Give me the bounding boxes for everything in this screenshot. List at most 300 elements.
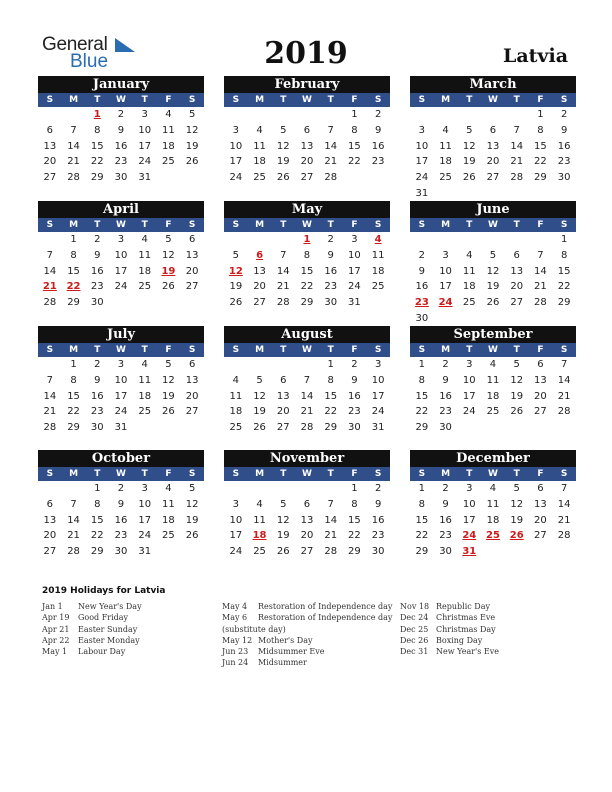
day-cell: 2 xyxy=(374,109,382,120)
day-cell: 6 xyxy=(537,359,544,370)
month-title: February xyxy=(224,76,390,93)
day-cell: 22 xyxy=(534,156,547,168)
day-cell: 20 xyxy=(43,530,57,542)
day-cell: 1 xyxy=(418,359,426,370)
day-cell: 1 xyxy=(351,483,358,494)
day-cell: 28 xyxy=(557,530,571,542)
day-cell: 5 xyxy=(489,249,497,261)
day-cell: 15 xyxy=(324,390,338,402)
weekday-label: W xyxy=(302,469,312,479)
day-cell: 12 xyxy=(276,140,290,152)
day-cell: 14 xyxy=(276,265,290,277)
day-cell: 26 xyxy=(185,156,199,168)
holiday-date: Jun 24 xyxy=(222,658,249,668)
day-cell: 10 xyxy=(439,265,452,277)
day-cell: 3 xyxy=(141,483,148,494)
day-cell: 9 xyxy=(442,498,449,510)
day-cell: 18 xyxy=(253,156,266,168)
day-cell: 10 xyxy=(462,374,476,386)
day-cell: 3 xyxy=(117,234,125,245)
day-cell: 25 xyxy=(162,530,175,542)
weekday-label: T xyxy=(141,95,148,105)
day-grid xyxy=(410,481,576,560)
weekday-label: S xyxy=(560,469,568,479)
holiday-day-cell: 25 xyxy=(486,530,500,542)
weekday-label: T xyxy=(327,469,334,479)
day-cell: 31 xyxy=(371,422,385,434)
holiday-day-cell: 22 xyxy=(66,281,81,293)
day-cell: 17 xyxy=(229,156,243,168)
day-cell: 1 xyxy=(94,483,101,494)
day-cell: 24 xyxy=(415,172,429,184)
day-cell: 9 xyxy=(117,498,125,510)
weekday-label: W xyxy=(302,220,312,230)
month-title: August xyxy=(224,326,390,343)
weekday-label: M xyxy=(69,95,79,105)
day-cell: 29 xyxy=(90,172,104,184)
day-cell: 31 xyxy=(138,546,152,558)
day-cell: 27 xyxy=(486,172,500,184)
day-cell: 10 xyxy=(138,498,152,510)
day-cell: 23 xyxy=(90,281,104,293)
day-cell: 11 xyxy=(138,249,152,261)
holiday-day-cell: 24 xyxy=(438,297,453,309)
day-cell: 24 xyxy=(348,281,361,293)
day-cell: 30 xyxy=(114,546,128,558)
day-cell: 12 xyxy=(162,374,175,386)
holiday-name: Mother's Day xyxy=(258,635,313,645)
calendar-year: 2019 xyxy=(264,36,348,71)
day-cell: 25 xyxy=(138,281,152,293)
weekday-label: S xyxy=(232,469,240,479)
empty-cell xyxy=(38,232,62,248)
weekday-header xyxy=(38,218,204,232)
day-cell: 25 xyxy=(138,406,152,418)
weekday-label: S xyxy=(232,95,240,105)
weekday-label: S xyxy=(46,220,54,230)
weekday-label: M xyxy=(69,469,79,479)
day-cell: 4 xyxy=(232,374,240,386)
holiday-date: Apr 22 xyxy=(42,635,70,645)
empty-cell xyxy=(38,481,62,497)
day-cell: 28 xyxy=(557,406,571,418)
weekday-label: M xyxy=(441,95,451,105)
empty-cell xyxy=(248,232,272,248)
weekday-label: T xyxy=(141,469,148,479)
month-may xyxy=(224,201,390,311)
day-cell: 13 xyxy=(43,140,57,152)
empty-cell xyxy=(271,107,295,123)
day-cell: 3 xyxy=(466,359,473,370)
logo-text-blue: Blue xyxy=(70,51,109,72)
weekday-label: S xyxy=(560,95,568,105)
day-cell: 31 xyxy=(138,172,152,184)
weekday-label: T xyxy=(327,220,334,230)
holiday-date: May 12 xyxy=(222,635,253,645)
day-cell: 22 xyxy=(300,281,314,293)
day-cell: 21 xyxy=(534,281,547,293)
day-cell: 16 xyxy=(439,514,452,526)
weekday-label: T xyxy=(280,469,287,479)
day-cell: 20 xyxy=(300,530,314,542)
day-cell: 1 xyxy=(560,234,568,245)
weekday-label: F xyxy=(351,469,358,479)
holiday-day-cell: 6 xyxy=(256,249,264,261)
empty-cell xyxy=(271,357,295,373)
day-cell: 4 xyxy=(256,124,263,136)
month-september xyxy=(410,326,576,436)
day-cell: 11 xyxy=(162,498,175,510)
day-cell: 28 xyxy=(43,297,57,309)
day-cell: 3 xyxy=(141,109,148,120)
day-cell: 11 xyxy=(371,249,385,261)
day-cell: 21 xyxy=(557,390,571,402)
weekday-label: F xyxy=(537,469,544,479)
day-cell: 13 xyxy=(510,265,524,277)
day-cell: 29 xyxy=(300,297,314,309)
day-cell: 27 xyxy=(300,172,314,184)
day-cell: 20 xyxy=(510,281,524,293)
day-cell: 30 xyxy=(114,172,128,184)
day-cell: 2 xyxy=(94,234,101,245)
day-cell: 29 xyxy=(415,546,429,558)
empty-cell xyxy=(434,232,458,248)
weekday-label: F xyxy=(165,95,172,105)
day-cell: 19 xyxy=(253,406,266,418)
day-cell: 27 xyxy=(300,546,314,558)
weekday-label: M xyxy=(255,469,265,479)
day-cell: 26 xyxy=(185,530,199,542)
day-cell: 21 xyxy=(43,406,57,418)
day-cell: 14 xyxy=(510,140,524,152)
day-cell: 25 xyxy=(162,156,175,168)
weekday-label: S xyxy=(46,95,54,105)
weekday-label: T xyxy=(141,345,148,355)
day-cell: 4 xyxy=(165,109,172,120)
day-cell: 23 xyxy=(371,530,385,542)
day-cell: 17 xyxy=(462,390,476,402)
day-cell: 22 xyxy=(415,406,429,418)
day-cell: 9 xyxy=(94,249,101,261)
empty-cell xyxy=(271,232,295,248)
holiday-name: Midsummer Eve xyxy=(258,647,325,657)
day-cell: 20 xyxy=(185,390,199,402)
day-cell: 10 xyxy=(371,374,385,386)
holiday-date: Apr 19 xyxy=(42,613,70,623)
day-cell: 30 xyxy=(90,422,104,434)
weekday-header xyxy=(38,467,204,481)
day-cell: 8 xyxy=(418,498,426,510)
weekday-header xyxy=(410,218,576,232)
holiday-date: May 1 xyxy=(42,647,68,657)
day-cell: 20 xyxy=(300,156,314,168)
day-cell: 1 xyxy=(537,109,544,120)
day-cell: 26 xyxy=(486,297,500,309)
empty-cell xyxy=(319,107,343,123)
day-cell: 14 xyxy=(43,265,57,277)
day-cell: 3 xyxy=(466,483,473,494)
day-cell: 13 xyxy=(534,374,547,386)
day-cell: 13 xyxy=(185,374,199,386)
day-cell: 9 xyxy=(560,124,568,136)
day-cell: 30 xyxy=(90,297,104,309)
day-cell: 31 xyxy=(415,187,429,199)
day-cell: 28 xyxy=(67,172,80,184)
weekday-label: T xyxy=(513,469,520,479)
day-cell: 6 xyxy=(537,483,544,494)
day-cell: 23 xyxy=(90,406,104,418)
day-cell: 15 xyxy=(90,514,104,526)
day-cell: 20 xyxy=(534,514,547,526)
day-cell: 6 xyxy=(489,124,497,136)
weekday-label: S xyxy=(188,345,196,355)
day-cell: 8 xyxy=(560,249,568,261)
day-cell: 4 xyxy=(489,359,497,370)
weekday-label: S xyxy=(46,469,54,479)
day-cell: 3 xyxy=(374,359,382,370)
weekday-header xyxy=(410,93,576,107)
day-cell: 8 xyxy=(351,124,358,136)
day-cell: 19 xyxy=(276,156,290,168)
weekday-label: T xyxy=(327,345,334,355)
month-july xyxy=(38,326,204,436)
day-cell: 10 xyxy=(229,140,243,152)
day-cell: 25 xyxy=(253,172,266,184)
weekday-label: F xyxy=(165,220,172,230)
holiday-name: Republic Day xyxy=(436,602,490,611)
day-cell: 7 xyxy=(513,124,520,136)
day-cell: 16 xyxy=(324,265,338,277)
day-cell: 29 xyxy=(67,297,80,309)
weekday-label: S xyxy=(46,345,54,355)
day-cell: 16 xyxy=(90,265,104,277)
day-cell: 21 xyxy=(324,530,338,542)
day-cell: 14 xyxy=(324,140,338,152)
day-cell: 21 xyxy=(276,281,290,293)
weekday-label: W xyxy=(302,345,312,355)
day-cell: 5 xyxy=(280,498,287,510)
day-cell: 15 xyxy=(67,265,80,277)
day-cell: 29 xyxy=(348,546,361,558)
day-cell: 13 xyxy=(276,390,290,402)
day-cell: 15 xyxy=(415,514,429,526)
day-cell: 19 xyxy=(486,281,500,293)
day-cell: 18 xyxy=(162,140,175,152)
day-cell: 8 xyxy=(351,498,358,510)
day-cell: 3 xyxy=(418,124,426,136)
day-cell: 19 xyxy=(162,390,175,402)
day-grid xyxy=(410,357,576,436)
day-cell: 12 xyxy=(276,514,290,526)
weekday-label: T xyxy=(94,345,101,355)
holiday-day-cell: 18 xyxy=(252,530,267,542)
day-cell: 17 xyxy=(415,156,429,168)
holiday-date: Nov 18 xyxy=(400,602,430,611)
day-cell: 25 xyxy=(371,281,385,293)
empty-cell xyxy=(434,107,458,123)
day-cell: 28 xyxy=(300,422,314,434)
weekday-label: M xyxy=(441,220,451,230)
day-cell: 17 xyxy=(114,265,128,277)
calendar-country: Latvia xyxy=(502,45,568,67)
day-cell: 16 xyxy=(371,514,385,526)
weekday-label: T xyxy=(94,469,101,479)
day-cell: 5 xyxy=(466,124,473,136)
day-cell: 9 xyxy=(117,124,125,136)
weekday-label: W xyxy=(116,95,126,105)
holidays-title: 2019 Holidays for Latvia xyxy=(42,586,166,596)
weekday-label: T xyxy=(513,95,520,105)
day-cell: 7 xyxy=(46,249,54,261)
day-cell: 10 xyxy=(348,249,361,261)
empty-cell xyxy=(62,481,86,497)
day-cell: 18 xyxy=(138,265,152,277)
holiday-day-cell: 26 xyxy=(509,530,524,542)
weekday-label: S xyxy=(188,469,196,479)
day-cell: 27 xyxy=(534,406,547,418)
day-cell: 23 xyxy=(324,281,338,293)
day-cell: 3 xyxy=(232,124,240,136)
day-cell: 5 xyxy=(188,109,196,120)
weekday-label: M xyxy=(441,345,451,355)
day-cell: 21 xyxy=(324,156,338,168)
day-cell: 3 xyxy=(442,249,449,261)
day-cell: 21 xyxy=(510,156,524,168)
holiday-date: May 6 xyxy=(222,613,248,623)
day-cell: 27 xyxy=(185,281,199,293)
weekday-label: T xyxy=(327,95,334,105)
weekday-label: S xyxy=(560,345,568,355)
empty-cell xyxy=(38,357,62,373)
day-cell: 7 xyxy=(560,483,568,494)
weekday-label: S xyxy=(374,220,382,230)
day-cell: 7 xyxy=(70,498,77,510)
day-cell: 30 xyxy=(415,312,429,324)
day-cell: 13 xyxy=(486,140,500,152)
day-cell: 5 xyxy=(165,359,172,370)
day-cell: 13 xyxy=(185,249,199,261)
day-cell: 22 xyxy=(90,530,104,542)
weekday-label: T xyxy=(466,220,473,230)
day-cell: 7 xyxy=(280,249,287,261)
month-november xyxy=(224,450,390,560)
day-cell: 12 xyxy=(185,498,199,510)
holiday-day-cell: 24 xyxy=(462,530,477,542)
month-title: October xyxy=(38,450,204,467)
day-cell: 11 xyxy=(253,140,266,152)
day-cell: 23 xyxy=(439,530,452,542)
holiday-name: Good Friday xyxy=(78,613,129,623)
day-cell: 9 xyxy=(374,498,382,510)
empty-cell xyxy=(410,232,434,248)
weekday-label: F xyxy=(165,469,172,479)
day-cell: 7 xyxy=(303,374,311,386)
empty-cell xyxy=(248,357,272,373)
day-cell: 15 xyxy=(67,390,80,402)
weekday-label: S xyxy=(374,469,382,479)
day-cell: 18 xyxy=(486,514,500,526)
day-cell: 8 xyxy=(303,249,311,261)
day-cell: 15 xyxy=(557,265,571,277)
day-cell: 17 xyxy=(462,514,476,526)
day-cell: 8 xyxy=(70,249,77,261)
day-cell: 2 xyxy=(442,483,449,494)
day-cell: 14 xyxy=(557,374,571,386)
day-cell: 11 xyxy=(486,498,500,510)
empty-cell xyxy=(38,107,62,123)
holiday-name: Labour Day xyxy=(78,647,126,657)
day-cell: 24 xyxy=(138,156,152,168)
day-cell: 19 xyxy=(462,156,476,168)
day-cell: 17 xyxy=(138,514,152,526)
day-cell: 30 xyxy=(557,172,571,184)
weekday-label: M xyxy=(255,95,265,105)
day-cell: 28 xyxy=(324,546,338,558)
day-cell: 24 xyxy=(462,406,476,418)
day-cell: 3 xyxy=(117,359,125,370)
day-cell: 6 xyxy=(188,234,196,245)
day-cell: 27 xyxy=(253,297,266,309)
month-title: December xyxy=(410,450,576,467)
day-cell: 11 xyxy=(162,124,175,136)
weekday-label: S xyxy=(232,345,240,355)
weekday-label: T xyxy=(94,95,101,105)
weekday-label: M xyxy=(69,345,79,355)
day-cell: 12 xyxy=(486,265,500,277)
day-cell: 13 xyxy=(43,514,57,526)
day-cell: 20 xyxy=(253,281,266,293)
day-grid xyxy=(38,357,204,436)
day-cell: 20 xyxy=(276,406,290,418)
holiday-day-cell: 23 xyxy=(414,297,429,309)
empty-cell xyxy=(457,107,481,123)
weekday-label: F xyxy=(165,345,172,355)
day-cell: 4 xyxy=(442,124,449,136)
day-cell: 17 xyxy=(371,390,385,402)
weekday-label: S xyxy=(418,95,426,105)
weekday-header xyxy=(224,467,390,481)
day-cell: 11 xyxy=(253,514,266,526)
day-cell: 26 xyxy=(276,546,290,558)
day-cell: 2 xyxy=(418,249,426,261)
day-cell: 8 xyxy=(418,374,426,386)
weekday-label: S xyxy=(418,469,426,479)
day-cell: 2 xyxy=(117,109,125,120)
weekday-header xyxy=(224,343,390,357)
day-cell: 3 xyxy=(351,234,358,245)
weekday-label: F xyxy=(537,220,544,230)
holiday-day-cell: 19 xyxy=(161,265,176,277)
day-cell: 16 xyxy=(114,514,128,526)
day-cell: 27 xyxy=(510,297,524,309)
holiday-date: Dec 25 xyxy=(400,624,429,634)
day-cell: 4 xyxy=(141,359,148,370)
day-cell: 26 xyxy=(510,406,524,418)
month-october xyxy=(38,450,204,560)
day-cell: 28 xyxy=(276,297,290,309)
day-cell: 6 xyxy=(188,359,196,370)
holiday-name: New Year's Eve xyxy=(436,647,499,657)
month-title: May xyxy=(224,201,390,218)
weekday-label: T xyxy=(466,469,473,479)
weekday-label: M xyxy=(441,469,451,479)
day-cell: 20 xyxy=(43,156,57,168)
day-cell: 16 xyxy=(371,140,385,152)
weekday-label: T xyxy=(513,220,520,230)
day-cell: 6 xyxy=(303,124,311,136)
weekday-label: T xyxy=(141,220,148,230)
weekday-label: T xyxy=(280,95,287,105)
